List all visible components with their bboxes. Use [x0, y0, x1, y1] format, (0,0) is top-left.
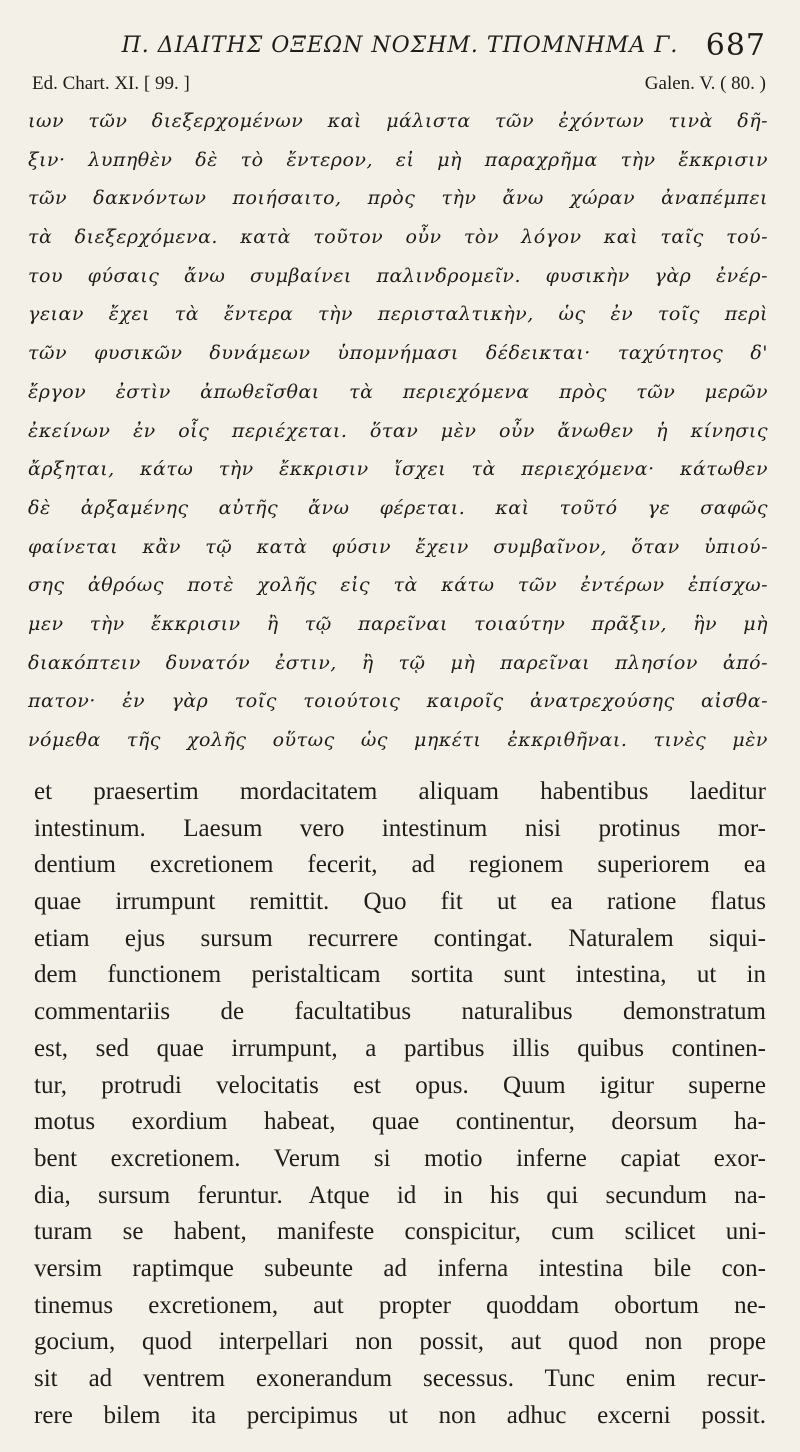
latin-line: tur, protrudi velocitatis est opus. Quum igitur superne [34, 1071, 766, 1099]
greek-line: ιων τῶν διεξερχομένων καὶ μάλιστα τῶν ἐχόντων τινὰ δῆ- [28, 110, 768, 132]
latin-line: sit ad ventrem exonerandum secessus. Tunc enim recur- [34, 1365, 766, 1392]
greek-line: γειαν ἔχει τὰ ἔντερα τὴν περισταλτικὴν, ὡς ἐν τοῖς περὶ [28, 303, 768, 326]
running-title: Π. ΔΙΑΙΤΗΣ ΟΞΕΩΝ ΝΟΣΗΜ. ΤΠΟΜΝΗΜΑ Γ. [121, 33, 679, 58]
latin-line: dia, sursum feruntur. Atque id in his qui secundum na- [34, 1181, 766, 1209]
greek-line: τῶν φυσικῶν δυνάμεων ὑπομνήμασι δέδεικται· ταχύτητος δ' [28, 342, 768, 365]
latin-line: dentium excretionem fecerit, ad regionem superiorem ea [34, 851, 766, 879]
latin-line: etiam ejus sursum recurrere contingat. Naturalem siqui- [34, 924, 766, 952]
latin-line: est, sed quae irrumpunt, a partibus illis quibus continen- [34, 1034, 766, 1062]
latin-line: turam se habent, manifeste conspicitur, cum scilicet uni- [34, 1218, 766, 1246]
latin-line: rere bilem ita percipimus ut non adhuc excerni possit. [34, 1401, 766, 1429]
greek-line: τῶν δακνόντων ποιήσαιτο, πρὸς τὴν ἄνω χώραν ἀναπέμπει [28, 187, 768, 210]
greek-line: του φύσαις ἄνω συμβαίνει παλινδρομεῖν. φυσικὴν γὰρ ἐνέρ- [28, 264, 768, 287]
greek-line: διακόπτειν δυνατόν ἐστιν, ἢ τῷ μὴ παρεῖναι πλησίον ἀπό- [28, 651, 768, 674]
greek-line: φαίνεται κἂν τῷ κατὰ φύσιν ἔχειν συμβαῖνον, ὅταν ὑπιού- [28, 535, 768, 558]
latin-line: bent excretionem. Verum si motio inferne capiat exor- [34, 1144, 766, 1172]
kuhn-edition-ref: Galen. V. ( 80. ) [644, 73, 766, 94]
latin-line: et praesertim mordacitatem aliquam habentibus laeditur [34, 778, 766, 805]
latin-line: commentariis de facultatibus naturalibus demonstratum [34, 998, 766, 1026]
greek-line: σης ἀθρόως ποτὲ χολῆς εἰς τὰ κάτω τῶν ἐντέρων ἐπίσχω- [28, 574, 768, 597]
greek-line: πατον· ἐν γὰρ τοῖς τοιούτοις καιροῖς ἀνατρεχούσης αἰσθα- [28, 690, 768, 713]
running-head [28, 28, 772, 64]
latin-line: versim raptimque subeunte ad inferna intestina bile con- [34, 1254, 766, 1282]
latin-line: tinemus excretionem, aut propter quoddam obortum ne- [34, 1291, 766, 1319]
page-number: 687 [705, 28, 766, 63]
latin-line: quae irrumpunt remittit. Quo fit ut ea ratione flatus [34, 888, 766, 916]
greek-line: δὲ ἀρξαμένης αὐτῆς ἄνω φέρεται. καὶ τοῦτό γε σαφῶς [28, 496, 768, 519]
greek-text [28, 102, 768, 760]
chartier-edition-ref: Ed. Chart. XI. [ 99. ] [32, 73, 190, 94]
greek-line: ξιν· λυπηθὲν δὲ τὸ ἔντερον, εἰ μὴ παραχρῆμα τὴν ἔκκρισιν [28, 148, 768, 171]
greek-line: τὰ διεξερχόμενα. κατὰ τοῦτον οὖν τὸν λόγον καὶ ταῖς τού- [28, 226, 768, 249]
edition-references [28, 70, 772, 98]
latin-translation [34, 774, 766, 1434]
greek-line: μεν τὴν ἔκκρισιν ἢ τῷ παρεῖναι τοιαύτην πρᾶξιν, ἣν μὴ [28, 612, 768, 635]
greek-line: ἄρξηται, κάτω τὴν ἔκκρισιν ἴσχει τὰ περιεχόμενα· κάτωθεν [28, 458, 768, 481]
greek-line: ἔργον ἐστὶν ἀπωθεῖσθαι τὰ περιεχόμενα πρὸς τῶν μερῶν [28, 380, 768, 403]
latin-line: motus exordium habeat, quae continentur, deorsum ha- [34, 1108, 766, 1136]
greek-line: νόμεθα τῆς χολῆς οὕτως ὡς μηκέτι ἐκκριθῆναι. τινὲς μὲν [28, 729, 768, 751]
latin-line: gocium, quod interpellari non possit, aut quod non prope [34, 1328, 766, 1356]
latin-line: intestinum. Laesum vero intestinum nisi protinus mor- [34, 814, 766, 842]
latin-line: dem functionem peristalticam sortita sunt intestina, ut in [34, 961, 766, 989]
greek-line: ἐκείνων ἐν οἷς περιέχεται. ὅταν μὲν οὖν ἄνωθεν ἡ κίνησις [28, 419, 768, 442]
